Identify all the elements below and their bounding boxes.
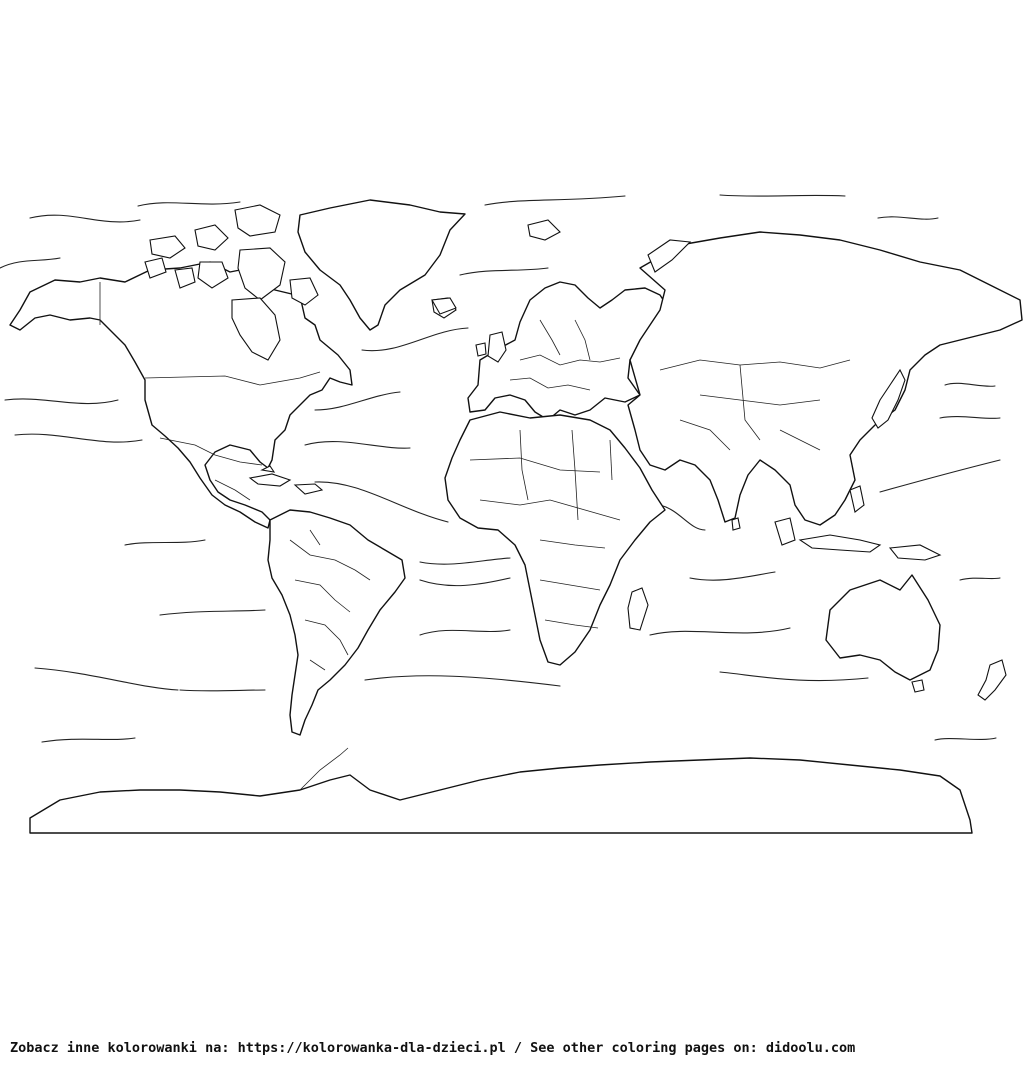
north-america	[10, 200, 465, 528]
europe	[432, 220, 670, 420]
footer-attribution: Zobacz inne kolorowanki na: https://kolorowanka-dla-dzieci.pl / See other coloring pages on: didoolu.com	[10, 1040, 856, 1056]
south-america	[268, 510, 405, 735]
asia	[628, 232, 1022, 560]
antarctica	[30, 748, 972, 833]
africa	[445, 412, 665, 665]
oceania	[826, 575, 1006, 700]
